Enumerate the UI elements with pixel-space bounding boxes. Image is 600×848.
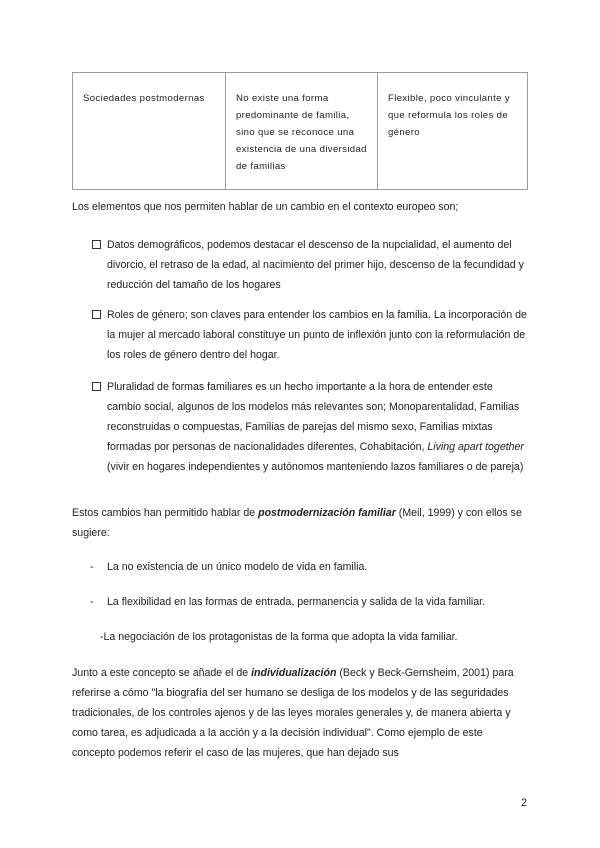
negotiation-line: -La negociación de los protagonistas de la forma que adopta la vida familiar. bbox=[100, 631, 458, 643]
bullet-text: Datos demográficos, podemos destacar el descenso de la nupcialidad, el aumento del divorcio, el retraso de la edad, al nacimiento del primer hijo, descenso de la fecundidad y reducción del tamaño de los hogares bbox=[107, 239, 524, 291]
individualization-paragraph bbox=[72, 663, 528, 763]
bullet-item-demographics bbox=[92, 235, 528, 295]
dash-item-single-model bbox=[90, 557, 367, 577]
society-table bbox=[72, 72, 528, 190]
checkbox-bullet-icon bbox=[92, 382, 101, 391]
table-cell-roles: Flexible, poco vinculante y que reformula los roles de género bbox=[377, 73, 527, 189]
checkbox-bullet-icon bbox=[92, 240, 101, 249]
bullet-item-family-plurality bbox=[92, 377, 528, 477]
bullet-text-part: Pluralidad de formas familiares es un hecho importante a la hora de entender este cambio social, algunos de los modelos más relevantes son; Monoparentalidad, Familias reconstruidas o compuestas, Familias de parejas del mismo sexo, Familias mixtas formadas por personas de nacionalidades diferentes, Cohabitación, bbox=[107, 381, 520, 453]
bullet-text bbox=[107, 377, 528, 477]
dash-text: La flexibilidad en las formas de entrada, permanencia y salida de la vida familiar. bbox=[107, 596, 486, 608]
paragraph-text: Estos cambios han permitido hablar de bbox=[72, 507, 259, 519]
dash-item-flexibility bbox=[90, 592, 485, 612]
table-cell-family-form: No existe una forma predominante de familia, sino que se reconoce una existencia de una diversidad de familias bbox=[225, 73, 377, 189]
postmodernization-term: postmodernización familiar bbox=[258, 507, 396, 519]
dash-marker: - bbox=[90, 561, 94, 573]
dash-marker: - bbox=[90, 596, 94, 608]
paragraph-text: (Beck y Beck-Gernsheim, 2001) para referirse a cómo "la biografía del ser humano se desliga de los modelos y de las seguridades tradicionales, de los controles ajenos y de las leyes morales generales y, de manera abierta y como tarea, es adjudicada a la acción y a la decisión individual". Como ejemplo de este concepto podemos referir el caso de las mujeres, que han dejado sus bbox=[72, 667, 514, 759]
living-apart-together-term: Living apart together bbox=[427, 441, 524, 453]
intro-paragraph: Los elementos que nos permiten hablar de un cambio en el contexto europeo son; bbox=[72, 201, 459, 213]
paragraph-text: (Meil, 1999) y con ellos se sugiere: bbox=[72, 507, 522, 539]
checkbox-bullet-icon bbox=[92, 310, 101, 319]
dash-text: La no existencia de un único modelo de vida en familia. bbox=[107, 561, 368, 573]
paragraph-text: Junto a este concepto se añade el de bbox=[72, 667, 252, 679]
bullet-text-part: (vivir en hogares independientes y autónomos manteniendo lazos familiares o de pareja) bbox=[107, 461, 524, 473]
table-cell-society: Sociedades postmodernas bbox=[83, 93, 205, 104]
postmodernization-paragraph bbox=[72, 503, 528, 543]
individualization-term: individualización bbox=[251, 667, 337, 679]
bullet-text: Roles de género; son claves para entender los cambios en la familia. La incorporación de la mujer al mercado laboral constituye un punto de inflexión junto con la reformulación de los roles de género dentro del hogar. bbox=[107, 309, 527, 361]
bullet-item-gender-roles bbox=[92, 305, 528, 365]
page-number: 2 bbox=[521, 797, 527, 809]
